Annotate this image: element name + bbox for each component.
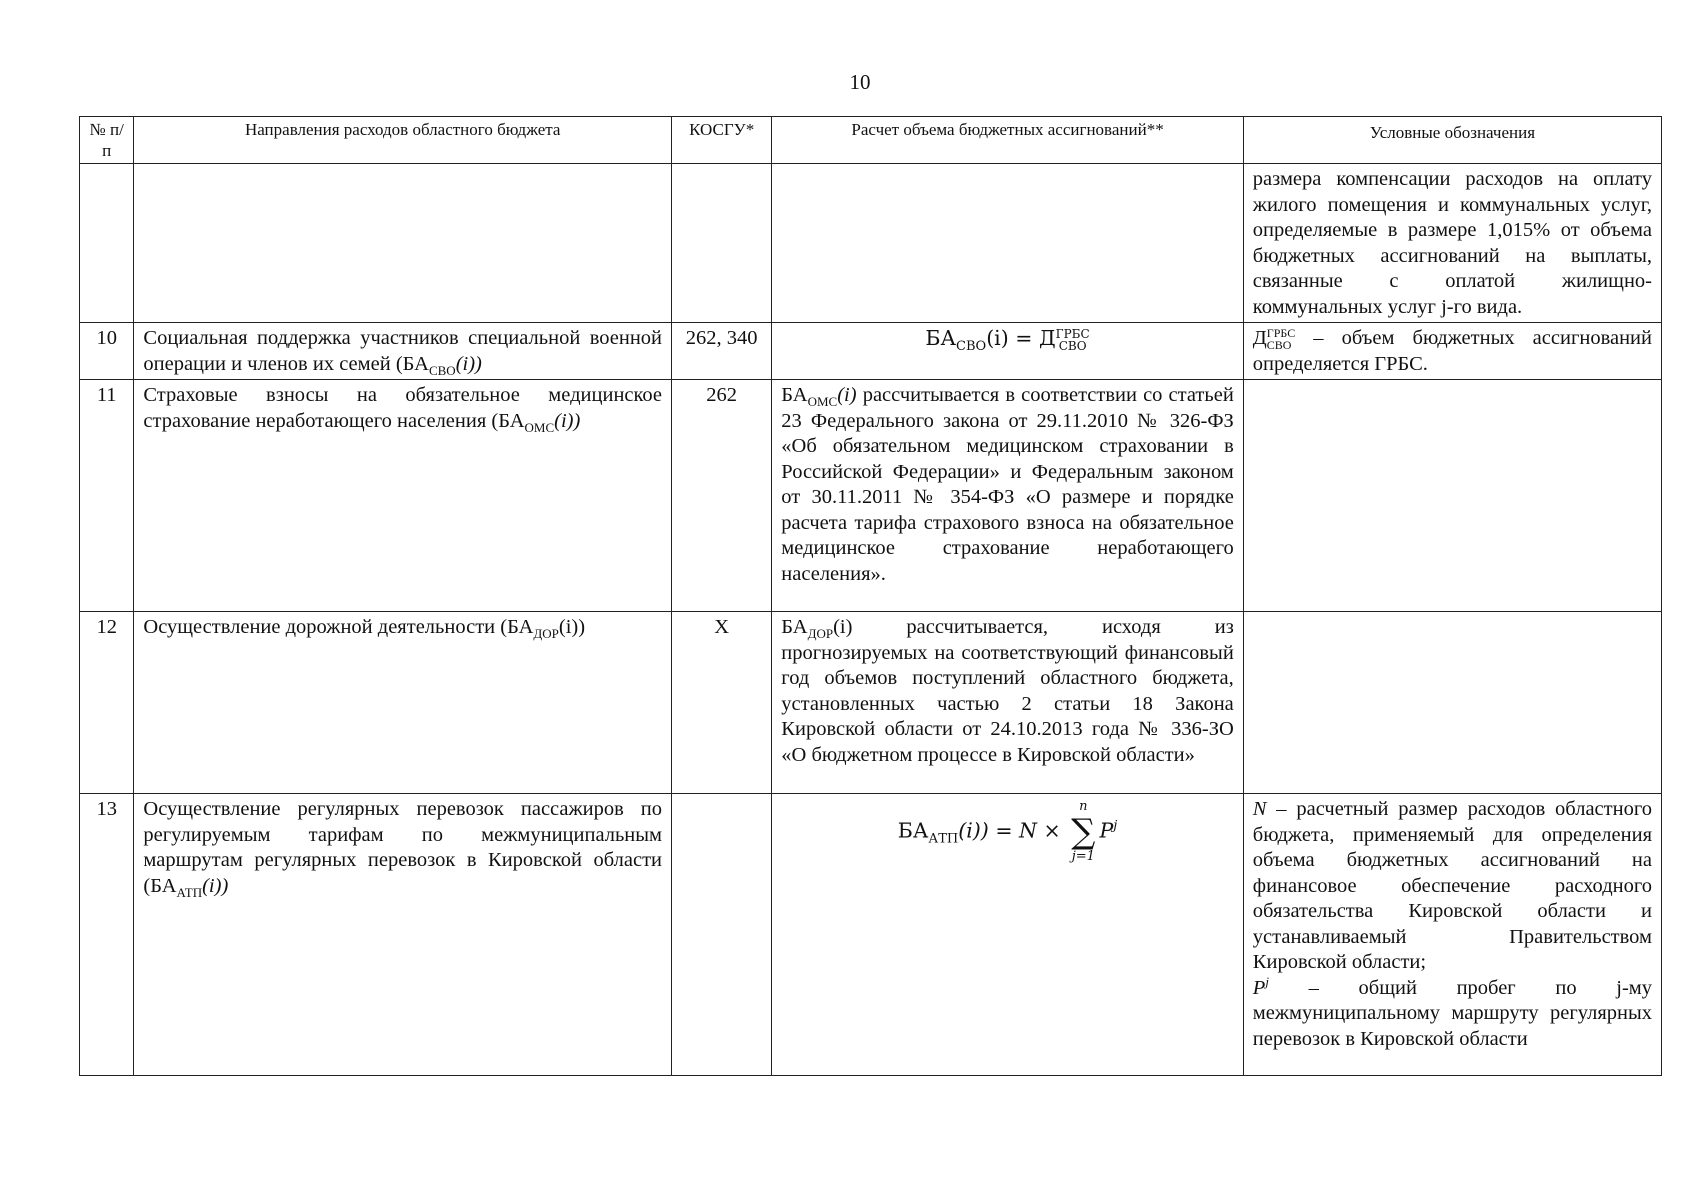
row-legend bbox=[1243, 323, 1661, 380]
row-num: 10 bbox=[80, 323, 134, 380]
direction-subscript: АТП bbox=[176, 884, 203, 900]
table-header-row bbox=[80, 117, 1662, 164]
direction-subscript: ОМС bbox=[524, 419, 555, 435]
legend-sub: СВО bbox=[1266, 338, 1292, 353]
header-legend: Условные обозначения bbox=[1243, 117, 1661, 164]
direction-subscript: СВО bbox=[428, 362, 456, 378]
legend-sup: ГРБС bbox=[1266, 326, 1296, 341]
sum-lower-limit: j=1 bbox=[1071, 849, 1095, 864]
row-num: 13 bbox=[80, 794, 134, 1076]
table-row bbox=[80, 794, 1662, 1076]
legend-text: – расчетный размер расходов областного бюджета, применяемый для определения объема бюджетных ассигнований на финансовое обеспечение расходного обязательства Кировской области и устанавливаемый Правительством Кировской области; bbox=[1252, 798, 1652, 973]
direction-text: Социальная поддержка участников специальной военной операции и членов их семей (БА bbox=[143, 327, 663, 375]
row-direction bbox=[134, 323, 672, 380]
formula-atp bbox=[772, 794, 1244, 1076]
table-row bbox=[80, 323, 1662, 380]
row-calc bbox=[772, 612, 1244, 794]
formula-term: P bbox=[1099, 818, 1114, 843]
direction-tail: (i)) bbox=[558, 616, 586, 638]
calc-lead-sub: ОМС bbox=[807, 394, 838, 410]
direction-subscript: ДОР bbox=[533, 626, 559, 642]
calc-text: рассчитывается в соответствии со статьей 23 Федерального закона от 29.11.2010 № 326-ФЗ «Об обязательном медицинском страховании в Российской Федерации» и Федеральным законом от 30.11.2011 № 354-ФЗ «О размере и порядке расчета тарифа страхового взноса на обязательное медицинское страхование неработающего населения». bbox=[781, 384, 1234, 585]
row-legend bbox=[1243, 612, 1661, 794]
header-direction: Направления расходов областного бюджета bbox=[134, 117, 672, 164]
calc-lead-tail: (i) bbox=[837, 384, 857, 406]
row-num: 11 bbox=[80, 380, 134, 612]
legend-text: – объем бюджетных ассигнований определяется ГРБС. bbox=[1252, 327, 1652, 375]
formula-arg: (i)) = N × bbox=[958, 818, 1061, 843]
sigma-icon: ∑ bbox=[1071, 812, 1096, 852]
row-direction bbox=[134, 164, 672, 323]
budget-table bbox=[79, 116, 1662, 1076]
direction-text: Страховые взносы на обязательное медицинское страхование неработающего населения (БА bbox=[143, 384, 663, 432]
row-calc bbox=[772, 380, 1244, 612]
formula-lhs-sub: АТП bbox=[928, 831, 959, 847]
table-row bbox=[80, 164, 1662, 323]
direction-text: Осуществление дорожной деятельности (БА bbox=[143, 616, 534, 638]
header-num: № п/п bbox=[80, 117, 134, 164]
formula-lhs: БА bbox=[925, 326, 957, 350]
formula-svo bbox=[772, 323, 1244, 380]
formula-rhs-sub: СВО bbox=[1058, 338, 1087, 353]
row-kosgu: 262, 340 bbox=[672, 323, 772, 380]
row-legend bbox=[1243, 794, 1661, 1076]
row-calc bbox=[772, 164, 1244, 323]
row-kosgu bbox=[672, 794, 772, 1076]
table-row bbox=[80, 380, 1662, 612]
direction-text: Осуществление регулярных перевозок пассажиров по регулируемым тарифам по межмуниципальным маршрутам регулярных перевозок в Кировской области (БА bbox=[143, 798, 663, 897]
direction-tail: (i)) bbox=[455, 352, 482, 375]
row-num bbox=[80, 164, 134, 323]
formula-rhs-sup: ГРБС bbox=[1055, 326, 1090, 341]
calc-lead: БА bbox=[781, 384, 808, 406]
legend-symbol: N bbox=[1252, 798, 1267, 820]
legend-text: – общий пробег по j-му межмуниципальному маршруту регулярных перевозок в Кировской области bbox=[1252, 976, 1652, 1050]
sum-operator bbox=[1071, 800, 1095, 864]
row-direction bbox=[134, 612, 672, 794]
direction-tail: (i)) bbox=[202, 874, 229, 897]
header-calc: Расчет объема бюджетных ассигнований** bbox=[772, 117, 1244, 164]
legend-symbol-sup: j bbox=[1265, 973, 1269, 989]
row-kosgu bbox=[672, 164, 772, 323]
row-direction bbox=[134, 380, 672, 612]
page-number: 10 bbox=[849, 70, 871, 94]
formula-lhs-sub: СВО bbox=[956, 339, 987, 355]
formula-lhs: БА bbox=[897, 818, 929, 843]
calc-lead-sub: ДОР bbox=[807, 626, 834, 642]
row-legend: размера компенсации расходов на оплату жилого помещения и коммунальных услуг, определяемые в размере 1,015% от объема бюджетных ассигнований на выплаты, связанные с оплатой жилищно-коммунальных услуг j-го вида. bbox=[1243, 164, 1661, 323]
row-kosgu: 262 bbox=[672, 380, 772, 612]
legend-symbol: Д bbox=[1252, 327, 1267, 349]
row-direction bbox=[134, 794, 672, 1076]
calc-lead-tail: (i) bbox=[833, 616, 853, 638]
legend-symbol: P bbox=[1252, 976, 1266, 999]
legend-item bbox=[1252, 973, 1652, 1053]
formula-term-sup: j bbox=[1113, 818, 1118, 834]
legend-item bbox=[1253, 797, 1652, 976]
calc-text: рассчитывается, исходя из прогнозируемых на соответствующий финансовый год объемов поступлений областного бюджета, установленных частью 2 статьи 18 Закона Кировской области от 24.10.2013 года № 336-ЗО «О бюджетном процессе в Кировской области» bbox=[781, 616, 1234, 766]
sum-upper-limit: n bbox=[1079, 799, 1088, 814]
formula-arg: (i) = Д bbox=[986, 326, 1056, 350]
calc-lead: БА bbox=[781, 616, 808, 638]
direction-tail: (i)) bbox=[554, 409, 581, 432]
header-kosgu: КОСГУ* bbox=[672, 117, 772, 164]
row-legend bbox=[1243, 380, 1661, 612]
row-kosgu: Х bbox=[672, 612, 772, 794]
row-num: 12 bbox=[80, 612, 134, 794]
table-row bbox=[80, 612, 1662, 794]
